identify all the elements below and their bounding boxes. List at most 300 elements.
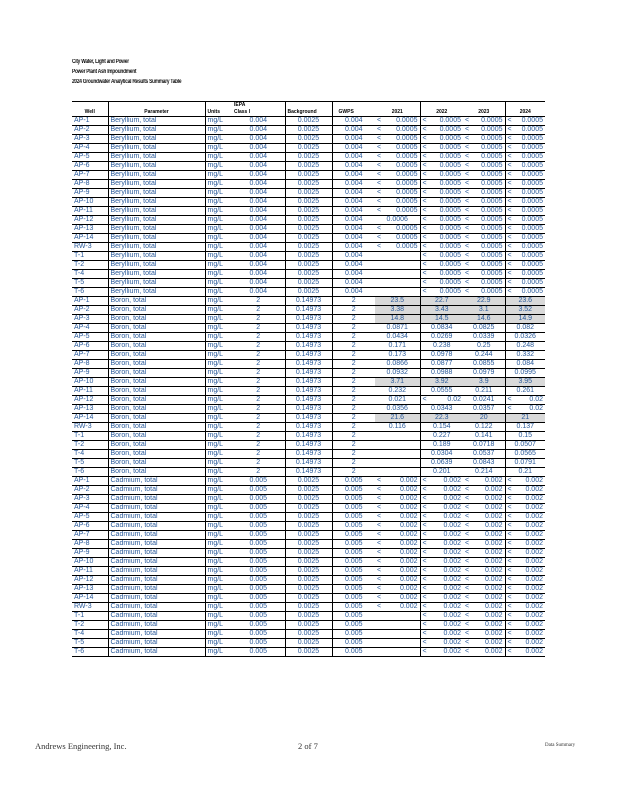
result-cell-2024: [505, 369, 545, 378]
qualifier: <: [377, 576, 382, 583]
col-2022: 2022: [420, 109, 463, 117]
result-value: 0.0005: [396, 126, 418, 133]
qualifier: <: [507, 558, 512, 565]
result-cell-2021: [375, 621, 420, 630]
qualifier: <: [422, 504, 427, 511]
background-cell: 0.0025: [285, 522, 332, 531]
result-cell-2021: [375, 378, 420, 387]
qualifier: <: [422, 522, 427, 529]
parameter-cell: Beryllium, total: [108, 234, 205, 243]
table-row: [72, 504, 545, 513]
table-row: [72, 261, 545, 270]
well-cell: AP-13: [72, 405, 108, 414]
result-cell-2022: [420, 252, 463, 261]
result-cell-2023: [463, 459, 505, 468]
gwps-cell: 0.004: [332, 198, 375, 207]
result-cell-2022: [420, 234, 463, 243]
result-cell-2021: [375, 162, 420, 171]
result-value: 0.0005: [521, 162, 543, 169]
result-cell-2023: [463, 216, 505, 225]
result-cell-2022: [420, 378, 463, 387]
result-cell-2023: [463, 630, 505, 639]
result-value: 0.002: [484, 549, 503, 556]
result-cell-2022: [420, 216, 463, 225]
standard-cell: 2: [232, 414, 285, 423]
result-value: 0.0005: [521, 288, 543, 295]
parameter-cell: Cadmium, total: [108, 585, 205, 594]
result-cell-2024: [505, 621, 545, 630]
well-cell: T-6: [72, 288, 108, 297]
qualifier: <: [465, 288, 470, 295]
result-value: 0.0639: [431, 459, 453, 466]
qualifier: <: [507, 288, 512, 295]
result-value: 0.0537: [473, 450, 495, 457]
result-value: 0.0825: [473, 324, 495, 331]
parameter-cell: Boron, total: [108, 450, 205, 459]
result-cell-2024: [505, 360, 545, 369]
units-cell: mg/L: [205, 396, 232, 405]
well-cell: T-5: [72, 279, 108, 288]
qualifier: <: [507, 207, 512, 214]
table-row: [72, 270, 545, 279]
result-cell-2023: [463, 270, 505, 279]
units-cell: mg/L: [205, 324, 232, 333]
result-cell-2022: [420, 567, 463, 576]
result-cell-2024: [505, 270, 545, 279]
qualifier: <: [377, 153, 382, 160]
result-cell-2021: [375, 180, 420, 189]
background-cell: 0.0025: [285, 648, 332, 657]
background-cell: 0.14973: [285, 459, 332, 468]
result-value: 0.002: [525, 639, 543, 646]
qualifier: <: [465, 513, 470, 520]
well-cell: RW-3: [72, 423, 108, 432]
parameter-cell: Cadmium, total: [108, 621, 205, 630]
result-value: 0.0565: [514, 450, 536, 457]
well-cell: T-4: [72, 270, 108, 279]
result-cell-2023: [463, 288, 505, 297]
result-cell-2021: [375, 450, 420, 459]
standard-cell: 0.005: [232, 630, 285, 639]
result-cell-2024: [505, 639, 545, 648]
background-cell: 0.14973: [285, 468, 332, 477]
standard-cell: 0.005: [232, 495, 285, 504]
qualifier: <: [465, 621, 470, 628]
result-value: 0.0005: [521, 279, 543, 286]
gwps-cell: 0.005: [332, 630, 375, 639]
units-cell: mg/L: [205, 135, 232, 144]
units-cell: mg/L: [205, 432, 232, 441]
parameter-cell: Boron, total: [108, 297, 205, 306]
result-cell-2022: [420, 387, 463, 396]
gwps-cell: 0.005: [332, 648, 375, 657]
background-cell: 0.0025: [285, 198, 332, 207]
table-row: [72, 549, 545, 558]
result-value: 0.0005: [481, 180, 503, 187]
standard-cell: 2: [232, 468, 285, 477]
gwps-cell: 0.005: [332, 639, 375, 648]
result-value: 21.6: [390, 414, 405, 421]
standard-cell: 0.005: [232, 639, 285, 648]
parameter-cell: Cadmium, total: [108, 648, 205, 657]
table-row: [72, 630, 545, 639]
background-cell: 0.0025: [285, 558, 332, 567]
gwps-cell: 2: [332, 459, 375, 468]
gwps-cell: 2: [332, 396, 375, 405]
parameter-cell: Beryllium, total: [108, 225, 205, 234]
result-cell-2024: [505, 432, 545, 441]
result-cell-2023: [463, 243, 505, 252]
result-value: 0.238: [432, 342, 451, 349]
well-cell: AP-13: [72, 225, 108, 234]
table-row: [72, 486, 545, 495]
well-cell: T-5: [72, 639, 108, 648]
result-cell-2023: [463, 450, 505, 459]
result-value: 23.6: [518, 297, 533, 304]
result-cell-2023: [463, 621, 505, 630]
parameter-cell: Cadmium, total: [108, 540, 205, 549]
parameter-cell: Boron, total: [108, 351, 205, 360]
result-cell-2022: [420, 189, 463, 198]
standard-cell: 0.005: [232, 576, 285, 585]
table-row: [72, 360, 545, 369]
result-value: 0.002: [399, 513, 418, 520]
table-row: [72, 333, 545, 342]
standard-cell: 0.005: [232, 603, 285, 612]
result-value: 0.0304: [431, 450, 453, 457]
result-value: 0.0005: [439, 180, 461, 187]
parameter-cell: Beryllium, total: [108, 279, 205, 288]
result-value: 0.002: [484, 477, 503, 484]
result-cell-2022: [420, 612, 463, 621]
result-value: 0.002: [484, 531, 503, 538]
background-cell: 0.0025: [285, 126, 332, 135]
result-value: 0.0871: [386, 324, 408, 331]
result-cell-2024: [505, 594, 545, 603]
parameter-cell: Boron, total: [108, 441, 205, 450]
table-row: [72, 522, 545, 531]
result-value: 0.0005: [396, 117, 418, 124]
background-cell: 0.14973: [285, 432, 332, 441]
qualifier: <: [507, 540, 512, 547]
qualifier: <: [377, 504, 382, 511]
gwps-cell: 0.004: [332, 189, 375, 198]
gwps-cell: 0.005: [332, 495, 375, 504]
result-cell-2024: [505, 531, 545, 540]
standard-cell: 0.004: [232, 279, 285, 288]
background-cell: 0.0025: [285, 621, 332, 630]
result-cell-2022: [420, 351, 463, 360]
well-cell: AP-4: [72, 324, 108, 333]
parameter-cell: Beryllium, total: [108, 189, 205, 198]
result-cell-2021: [375, 198, 420, 207]
qualifier: <: [465, 603, 470, 610]
result-cell-2023: [463, 576, 505, 585]
qualifier: <: [422, 648, 427, 655]
units-cell: mg/L: [205, 540, 232, 549]
qualifier: <: [377, 477, 382, 484]
result-value: 0.002: [443, 486, 461, 493]
gwps-cell: 0.005: [332, 540, 375, 549]
result-value: 0.0005: [481, 252, 503, 259]
table-row: [72, 441, 545, 450]
qualifier: <: [377, 558, 382, 565]
result-cell-2023: [463, 360, 505, 369]
qualifier: <: [422, 171, 427, 178]
well-cell: AP-10: [72, 198, 108, 207]
result-cell-2024: [505, 261, 545, 270]
result-value: 0.002: [443, 639, 461, 646]
qualifier: <: [377, 171, 382, 178]
result-value: 0.261: [516, 387, 535, 394]
result-cell-2021: [375, 576, 420, 585]
result-cell-2024: [505, 612, 545, 621]
units-cell: mg/L: [205, 225, 232, 234]
result-cell-2023: [463, 477, 505, 486]
result-value: 0.0005: [481, 153, 503, 160]
units-cell: mg/L: [205, 270, 232, 279]
result-cell-2022: [420, 270, 463, 279]
table-row: [72, 450, 545, 459]
qualifier: <: [507, 180, 512, 187]
result-value: 0.002: [443, 513, 461, 520]
result-value: 0.002: [484, 639, 503, 646]
result-value: 0.0005: [481, 270, 503, 277]
standard-cell: 2: [232, 396, 285, 405]
units-cell: mg/L: [205, 198, 232, 207]
gwps-cell: 2: [332, 441, 375, 450]
parameter-cell: Beryllium, total: [108, 252, 205, 261]
qualifier: <: [377, 495, 382, 502]
result-cell-2021: [375, 522, 420, 531]
result-cell-2023: [463, 198, 505, 207]
result-value: 0.0005: [396, 180, 418, 187]
result-cell-2021: [375, 171, 420, 180]
qualifier: <: [422, 261, 427, 268]
qualifier: <: [422, 135, 427, 142]
units-cell: mg/L: [205, 414, 232, 423]
well-cell: T-6: [72, 468, 108, 477]
background-cell: 0.14973: [285, 306, 332, 315]
result-cell-2022: [420, 207, 463, 216]
result-value: 0.02: [447, 396, 461, 403]
parameter-cell: Cadmium, total: [108, 522, 205, 531]
result-cell-2024: [505, 558, 545, 567]
well-cell: AP-6: [72, 522, 108, 531]
well-cell: AP-11: [72, 207, 108, 216]
result-value: 0.116: [388, 423, 406, 430]
qualifier: <: [465, 234, 470, 241]
result-value: 0.002: [443, 585, 461, 592]
result-cell-2021: [375, 531, 420, 540]
result-cell-2021: [375, 261, 420, 270]
result-cell-2021: [375, 234, 420, 243]
result-value: 0.002: [443, 648, 461, 655]
result-cell-2024: [505, 486, 545, 495]
result-value: 0.154: [432, 423, 451, 430]
table-row: [72, 648, 545, 657]
qualifier: <: [507, 252, 512, 259]
result-value: 0.002: [399, 531, 418, 538]
col-2024: 2024: [505, 109, 545, 117]
result-value: 0.122: [474, 423, 493, 430]
well-cell: AP-8: [72, 540, 108, 549]
parameter-cell: Cadmium, total: [108, 504, 205, 513]
background-cell: 0.0025: [285, 513, 332, 522]
result-cell-2022: [420, 495, 463, 504]
result-value: 0.084: [516, 360, 535, 367]
units-cell: mg/L: [205, 279, 232, 288]
result-value: 0.002: [443, 495, 461, 502]
result-value: 0.201: [432, 468, 451, 475]
table-row: [72, 180, 545, 189]
units-cell: mg/L: [205, 567, 232, 576]
gwps-cell: 0.004: [332, 153, 375, 162]
result-cell-2021: [375, 252, 420, 261]
standard-cell: 0.005: [232, 612, 285, 621]
result-cell-2022: [420, 198, 463, 207]
qualifier: <: [465, 630, 470, 637]
result-value: 0.0005: [396, 234, 418, 241]
well-cell: AP-11: [72, 387, 108, 396]
result-value: 0.0005: [439, 189, 461, 196]
parameter-cell: Beryllium, total: [108, 162, 205, 171]
result-cell-2023: [463, 603, 505, 612]
result-cell-2024: [505, 144, 545, 153]
units-cell: mg/L: [205, 630, 232, 639]
qualifier: <: [422, 189, 427, 196]
background-cell: 0.0025: [285, 495, 332, 504]
gwps-cell: 2: [332, 315, 375, 324]
qualifier: <: [377, 549, 382, 556]
qualifier: <: [507, 198, 512, 205]
result-value: 0.0005: [481, 234, 503, 241]
result-cell-2021: [375, 432, 420, 441]
result-cell-2021: [375, 540, 420, 549]
gwps-cell: 0.005: [332, 513, 375, 522]
well-cell: AP-13: [72, 585, 108, 594]
qualifier: <: [422, 594, 427, 601]
result-value: 0.0005: [521, 252, 543, 259]
parameter-cell: Boron, total: [108, 396, 205, 405]
units-cell: mg/L: [205, 522, 232, 531]
background-cell: 0.0025: [285, 162, 332, 171]
well-cell: AP-8: [72, 360, 108, 369]
result-cell-2023: [463, 639, 505, 648]
standard-cell: 0.005: [232, 477, 285, 486]
parameter-cell: Boron, total: [108, 342, 205, 351]
well-cell: AP-1: [72, 477, 108, 486]
result-value: 0.189: [432, 441, 451, 448]
result-cell-2024: [505, 396, 545, 405]
qualifier: <: [465, 495, 470, 502]
result-value: 0.15: [518, 432, 533, 439]
background-cell: 0.0025: [285, 540, 332, 549]
result-cell-2021: [375, 288, 420, 297]
qualifier: <: [422, 216, 427, 223]
result-value: 0.0005: [481, 135, 503, 142]
well-cell: AP-6: [72, 162, 108, 171]
result-value: 0.002: [525, 540, 543, 547]
result-value: 0.002: [484, 612, 503, 619]
result-value: 0.0005: [396, 153, 418, 160]
result-value: 0.0877: [431, 360, 453, 367]
result-cell-2024: [505, 117, 545, 126]
result-cell-2021: [375, 459, 420, 468]
result-cell-2024: [505, 198, 545, 207]
qualifier: <: [465, 549, 470, 556]
result-value: 0.248: [516, 342, 535, 349]
result-cell-2021: [375, 405, 420, 414]
parameter-cell: Boron, total: [108, 315, 205, 324]
result-value: 0.002: [399, 540, 418, 547]
parameter-cell: Beryllium, total: [108, 207, 205, 216]
units-cell: mg/L: [205, 252, 232, 261]
qualifier: <: [507, 153, 512, 160]
standard-cell: 0.004: [232, 225, 285, 234]
qualifier: <: [422, 234, 427, 241]
result-cell-2022: [420, 180, 463, 189]
result-value: 0.002: [443, 540, 461, 547]
result-value: 0.0995: [514, 369, 536, 376]
result-cell-2023: [463, 342, 505, 351]
result-cell-2022: [420, 126, 463, 135]
table-row: [72, 432, 545, 441]
standard-cell: 0.004: [232, 126, 285, 135]
background-cell: 0.0025: [285, 144, 332, 153]
result-value: 0.0005: [396, 207, 418, 214]
result-cell-2022: [420, 621, 463, 630]
result-value: 0.0357: [473, 405, 495, 412]
background-cell: 0.0025: [285, 639, 332, 648]
qualifier: <: [465, 162, 470, 169]
qualifier: <: [507, 594, 512, 601]
qualifier: <: [507, 531, 512, 538]
qualifier: <: [377, 189, 382, 196]
result-cell-2021: [375, 144, 420, 153]
table-row: [72, 513, 545, 522]
result-value: 0.0005: [439, 162, 461, 169]
result-value: 0.0241: [473, 396, 495, 403]
result-value: 0.0005: [481, 207, 503, 214]
result-value: 0.173: [388, 351, 407, 358]
result-cell-2021: [375, 207, 420, 216]
background-cell: 0.0025: [285, 171, 332, 180]
qualifier: <: [507, 549, 512, 556]
result-cell-2022: [420, 504, 463, 513]
result-value: 0.002: [443, 567, 461, 574]
units-cell: mg/L: [205, 306, 232, 315]
qualifier: <: [422, 126, 427, 133]
parameter-cell: Boron, total: [108, 405, 205, 414]
result-value: 0.0326: [514, 333, 536, 340]
well-cell: RW-3: [72, 243, 108, 252]
result-cell-2022: [420, 297, 463, 306]
parameter-cell: Beryllium, total: [108, 270, 205, 279]
table-row: [72, 243, 545, 252]
units-cell: mg/L: [205, 261, 232, 270]
result-value: 0.002: [443, 531, 461, 538]
background-cell: 0.14973: [285, 369, 332, 378]
result-value: 0.02: [529, 405, 543, 412]
qualifier: <: [422, 396, 427, 403]
table-row: [72, 369, 545, 378]
result-cell-2024: [505, 513, 545, 522]
gwps-cell: 0.004: [332, 126, 375, 135]
result-cell-2021: [375, 117, 420, 126]
result-cell-2023: [463, 423, 505, 432]
result-cell-2023: [463, 324, 505, 333]
